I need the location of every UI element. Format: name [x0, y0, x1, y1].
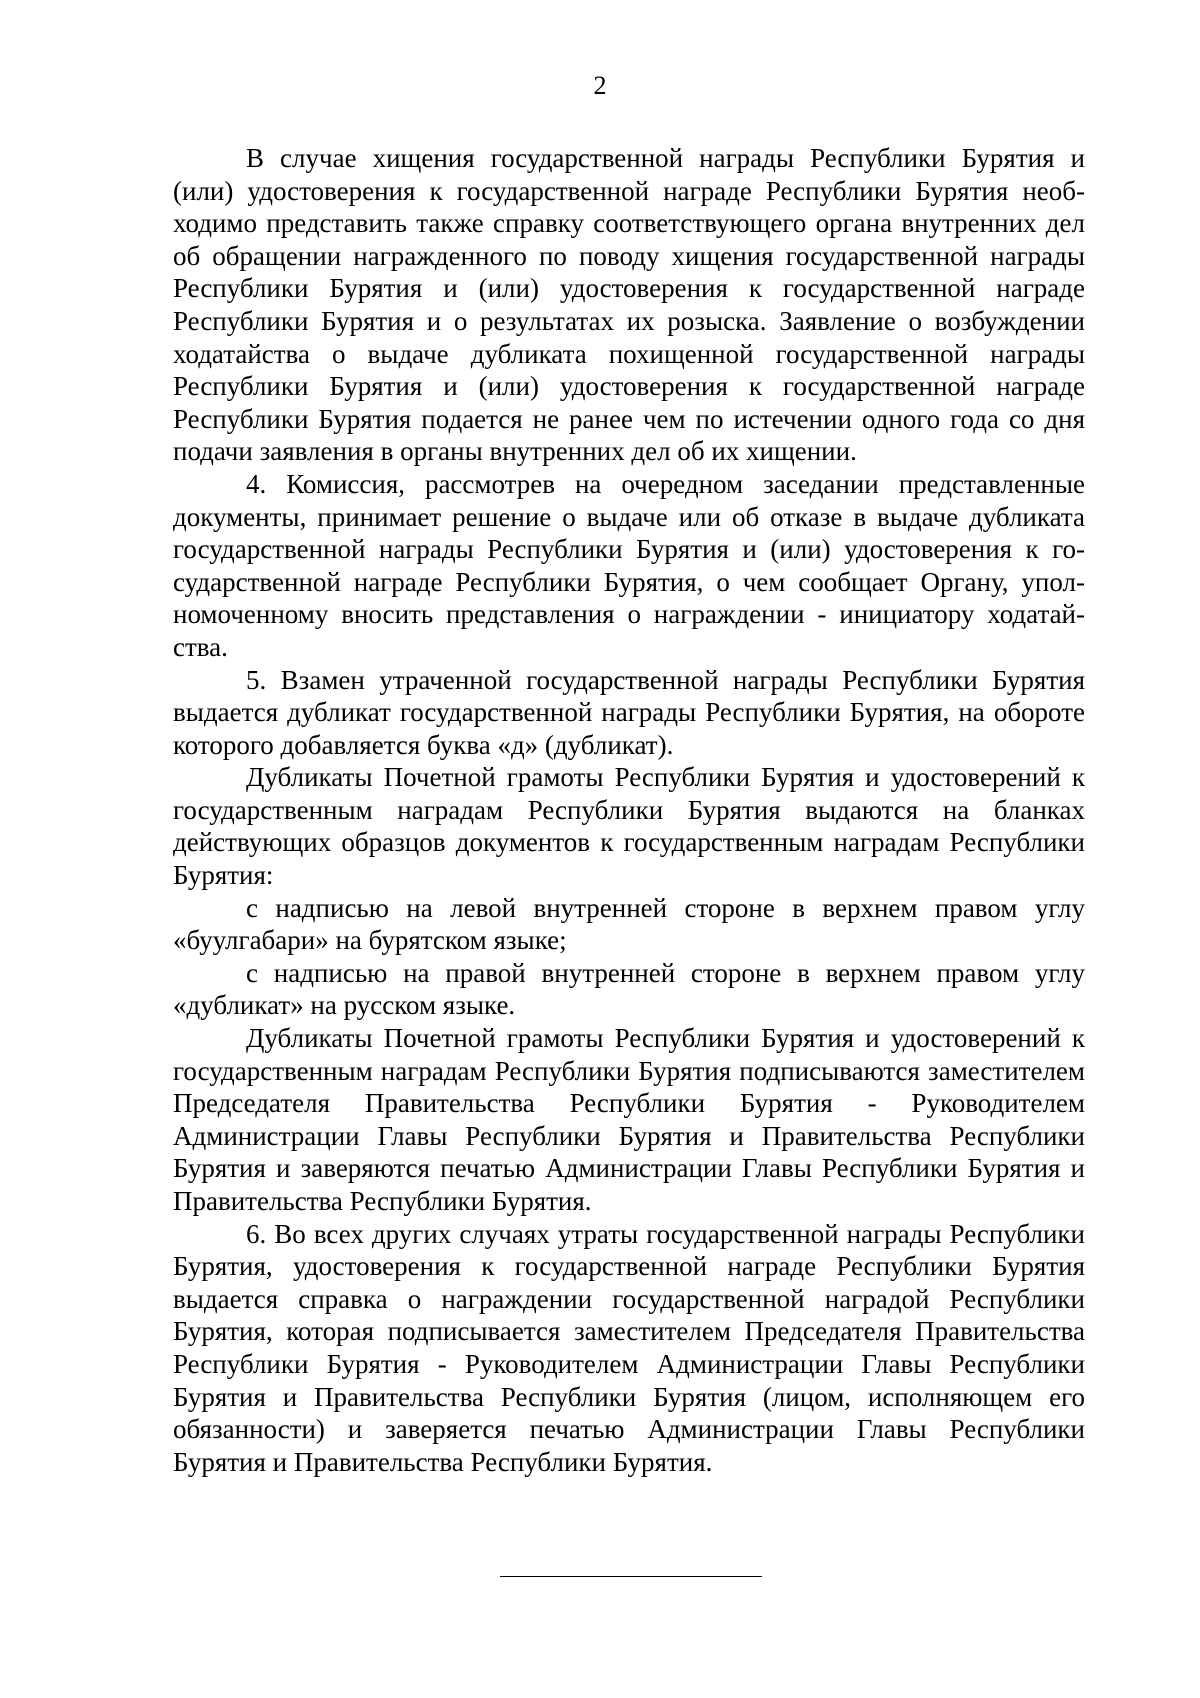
page-number: 2: [593, 71, 607, 100]
paragraph-left-inscription: с надписью на левой внутренней стороне в верхнем правом углу «буулгабари» на бурятском языке;: [173, 892, 1085, 956]
paragraph-duplicate-blanks: Дубликаты Почетной грамоты Республики Бурятия и удостоверений к государственным наградам Республики Бурятия выдаются на бланках действующих образцов документов к государственным наградам Республики Бурятия:: [173, 762, 1085, 891]
document-body: [173, 142, 1085, 1478]
paragraph-right-inscription: с надписью на правой внутренней стороне в верхнем правом углу «дубликат» на русском языке.: [173, 957, 1085, 1021]
paragraph-item-6-other-cases: 6. Во всех других случаях утраты государственной награды Республики Бурятия, удостоверения к государственной награде Республики Бурятия выдается справка о награждении государственной наградой Республики Бурятия, которая подписывается заместителем Председателя Правительства Республики Бурятия - Руководителем Администрации Главы Республики Бурятия и Правительства Республики Бурятия (лицом, исполняющем его обязанности) и заверяется печатью Администрации Главы Республики Бурятия и Правительства Республики Бурятия.: [173, 1218, 1085, 1477]
paragraph-item-5-duplicate-issue: 5. Взамен утраченной государственной награды Республики Бурятия выдается дубликат государственной награды Республики Бурятия, на обороте которого добавляется буква «д» (дубликат).: [173, 664, 1085, 760]
end-separator-line: [500, 1576, 762, 1577]
paragraph-item-4-commission-decision: 4. Комиссия, рассмотрев на очередном заседании представленные документы, принимает решение о выдаче или об отказе в выдаче дубликата государственной награды Республики Бурятия и (или) удостоверения к государственной награде Республики Бурятия, о чем сообщает Органу, уполномоченному вносить представления о награждении - инициатору ходатайства.: [173, 468, 1085, 662]
paragraph-duplicate-signing: Дубликаты Почетной грамоты Республики Бурятия и удостоверений к государственным наградам Республики Бурятия подписываются заместителем Председателя Правительства Республики Бурятия - Руководителем Администрации Главы Республики Бурятия и Правительства Республики Бурятия и заверяются печатью Администрации Главы Республики Бурятия и Правительства Республики Бурятия.: [173, 1023, 1085, 1216]
paragraph-theft-certificate: В случае хищения государственной награды Республики Бурятия и (или) удостоверения к государственной награде Республики Бурятия необходимо представить также справку соответствующего органа внутренних дел об обращении награжденного по поводу хищения государственной награды Республики Бурятия и (или) удостоверения к государственной награде Республики Бурятия и о результатах их розыска. Заявление о возбуждении ходатайства о выдаче дубликата похищенной государственной награды Республики Бурятия и (или) удостоверения к государственной награде Республики Бурятия подается не ранее чем по истечении одного года со дня подачи заявления в органы внутренних дел об их хищении.: [173, 143, 1085, 467]
